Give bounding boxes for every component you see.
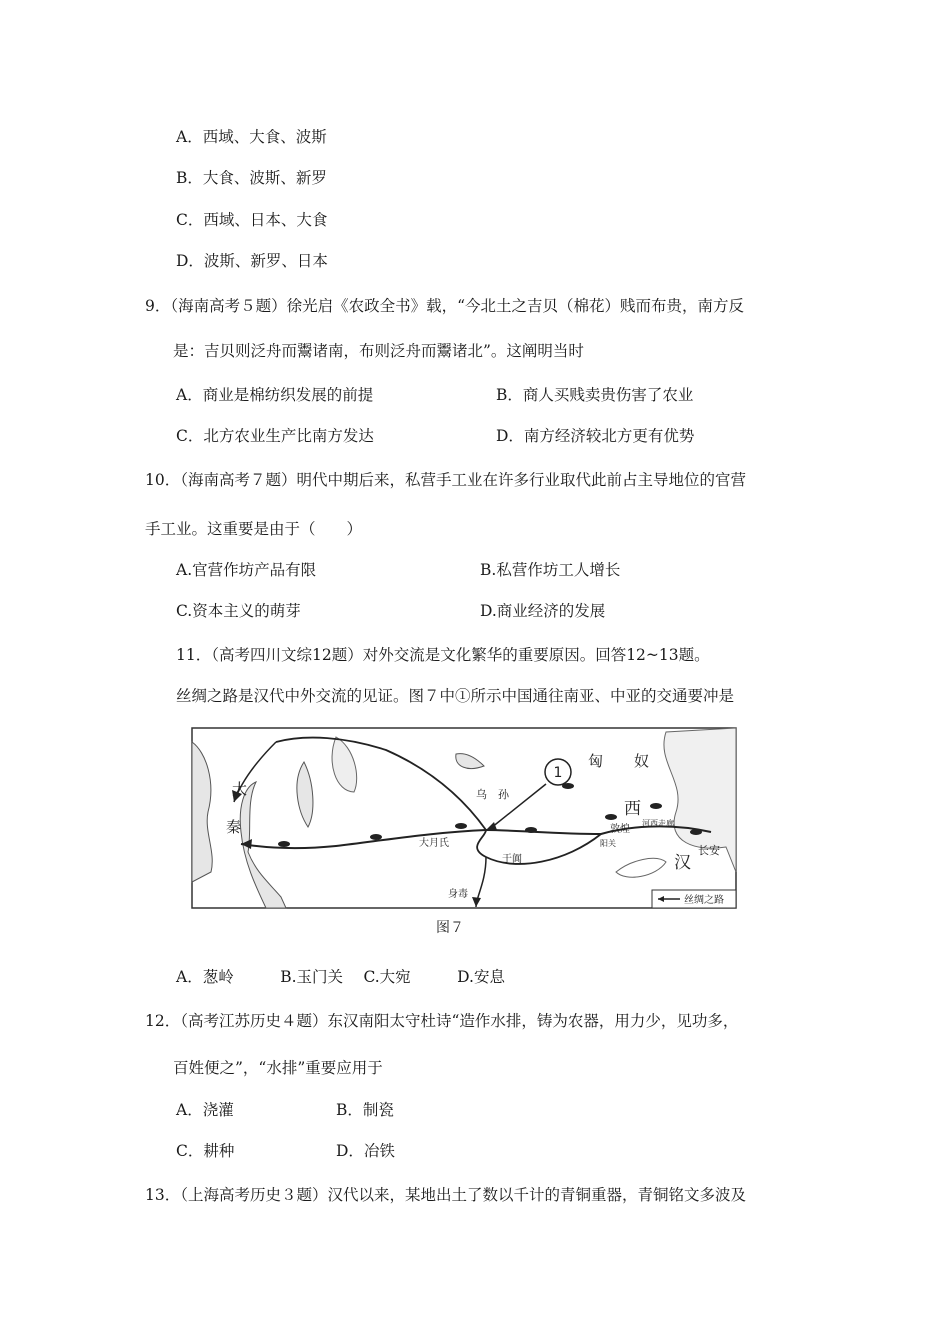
q13-stem-line1: 13．（上海高考历史３题）汉代以来，某地出土了数以千计的青铜重器，青铜铭文多波及 (145, 1186, 746, 1204)
q8-option-d: D．波斯、新罗、日本 (176, 252, 328, 270)
marker-number: 1 (553, 765, 563, 781)
q8-option-c: C．西域、日本、大食 (176, 211, 328, 229)
label-yutian: 于阗 (502, 854, 522, 865)
label-qin: 秦 (226, 818, 242, 836)
label-da: 大 (232, 780, 248, 798)
label-changan: 长安 (698, 844, 720, 857)
q10-option-c: C.资本主义的萌芽 (176, 602, 301, 620)
label-wusun: 乌 孙 (476, 788, 509, 801)
q9-option-c: C．北方农业生产比南方发达 (176, 427, 374, 445)
q12-option-d: D．冶铁 (336, 1142, 395, 1160)
q9-option-b: B．商人买贱卖贵伤害了农业 (496, 386, 694, 404)
q8-option-b: B．大食、波斯、新罗 (176, 169, 327, 187)
q12-option-a: A．浇灌 (176, 1101, 234, 1119)
label-xiongnu-2: 奴 (634, 752, 650, 770)
label-xiongnu-1: 匈 (588, 752, 604, 770)
q10-option-a: A.官营作坊产品有限 (176, 561, 317, 579)
label-xi: 西 (624, 799, 641, 819)
label-yangguan: 阳关 (600, 839, 616, 848)
q9-stem-line2: 是：吉贝则泛舟而鬻诸南，布则泛舟而鬻诸北”。这阐明当时 (173, 342, 584, 360)
map-legend-text: 丝绸之路 (684, 895, 724, 906)
label-hexi: 河西走廊 (642, 819, 674, 828)
q9-stem-line1: 9．（海南高考５题）徐光启《农政全书》载，“今北土之吉贝（棉花）贱而布贵，南方反 (145, 297, 745, 315)
q12-stem-line2: 百姓便之”，“水排”重要应用于 (173, 1059, 383, 1077)
q9-option-d: D．南方经济较北方更有优势 (496, 427, 695, 445)
q11-stem-line2: 丝绸之路是汉代中外交流的见证。图７中①所示中国通往南亚、中亚的交通要冲是 (176, 687, 735, 705)
q12-option-c: C．耕种 (176, 1142, 235, 1160)
label-dunhuang: 敦煌 (610, 824, 630, 835)
q9-option-a: A．商业是棉纺织发展的前提 (176, 386, 374, 404)
q11-stem-line1: 11．（高考四川文综12题）对外交流是文化繁华的重要原因。回答12~13题。 (176, 646, 710, 664)
label-dayuezhi: 大月氏 (419, 838, 449, 849)
label-shendu: 身毒 (448, 889, 468, 900)
q12-stem-line1: 12．（高考江苏历史４题）东汉南阳太守杜诗“造作水排，铸为农器，用力少，见功多， (145, 1012, 739, 1030)
q11-options: A．葱岭 B.玉门关 C.大宛 D.安息 (176, 968, 505, 986)
q10-option-d: D.商业经济的发展 (480, 602, 606, 620)
q12-option-b: B．制瓷 (336, 1101, 394, 1119)
map-caption: 图７ (436, 920, 464, 936)
q10-stem-line2: 手工业。这重要是由于（ ） (145, 520, 363, 538)
silk-road-map (186, 722, 746, 942)
label-han: 汉 (674, 853, 691, 873)
q8-option-a: A．西域、大食、波斯 (176, 128, 327, 146)
q10-option-b: B.私营作坊工人增长 (480, 561, 621, 579)
q10-stem-line1: 10．（海南高考７题）明代中期后来，私营手工业在许多行业取代此前占主导地位的官营 (145, 471, 746, 489)
